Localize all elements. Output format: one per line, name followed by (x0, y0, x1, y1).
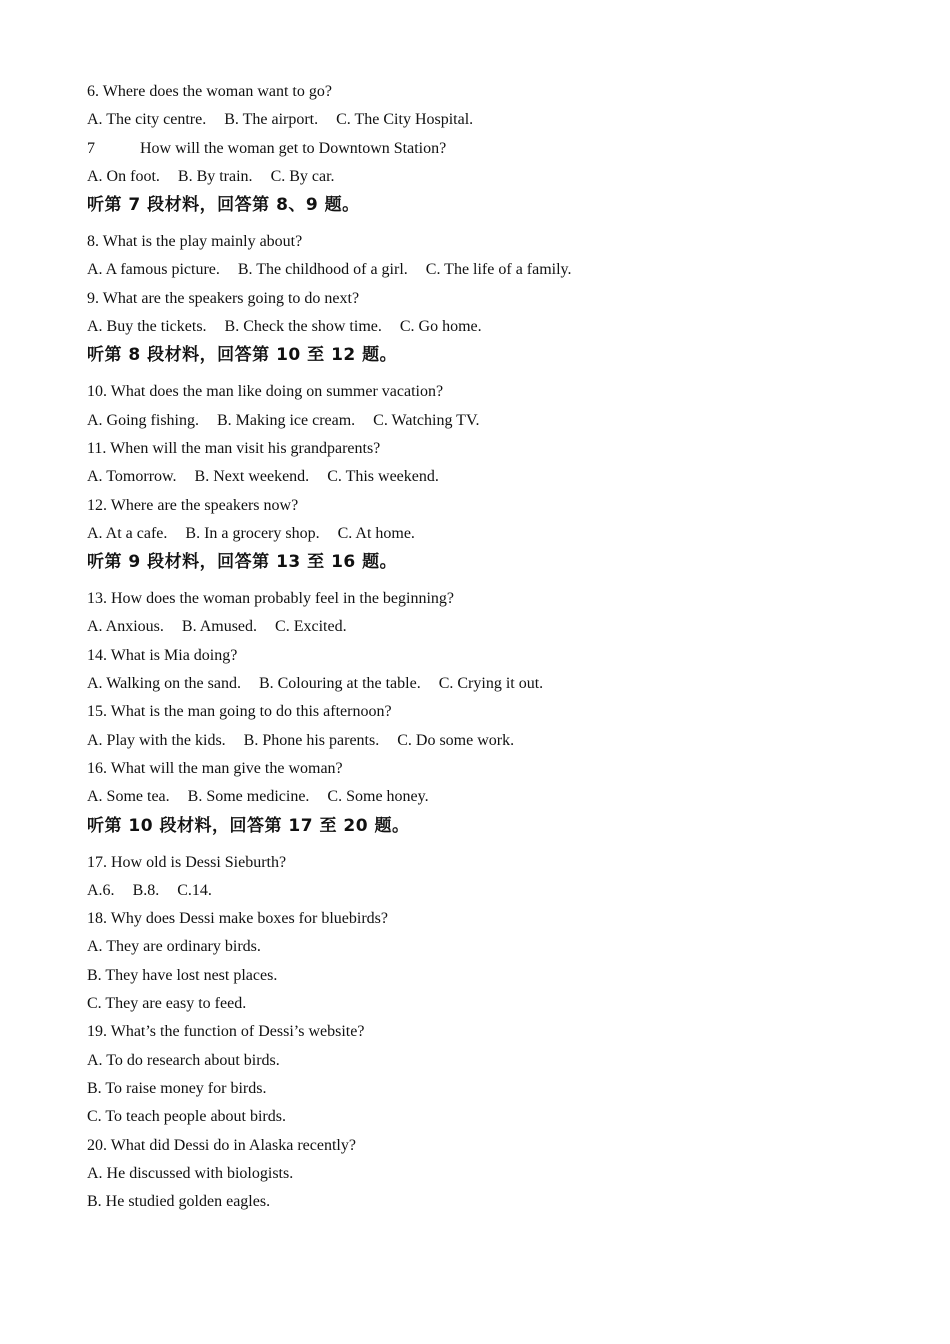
question-7-number: 7 (87, 139, 95, 157)
option-6c: C. The City Hospital. (336, 111, 474, 129)
question-20: 20. What did Dessi do in Alaska recently? (87, 1136, 356, 1154)
option-8c: C. The life of a family. (425, 261, 572, 279)
option-6b: B. The airport. (224, 111, 319, 129)
question-19: 19. What’s the function of Dessi’s website? (87, 1023, 365, 1041)
option-15b: B. Phone his parents. (243, 731, 380, 749)
exam-page (87, 78, 887, 1216)
option-11c: C. This weekend. (327, 468, 439, 486)
option-12c: C. At home. (337, 524, 415, 542)
section-heading-9: 听第 9 段材料，回答第 13 至 16 题。 (87, 552, 398, 573)
option-12b: B. In a grocery shop. (185, 524, 320, 542)
option-9a: A. Buy the tickets. (87, 318, 207, 336)
option-19a: A. To do research about birds. (87, 1051, 280, 1069)
option-6a: A. The city centre. (87, 111, 207, 129)
question-10: 10. What does the man like doing on summer vacation? (87, 383, 444, 401)
option-10c: C. Watching TV. (373, 411, 480, 429)
options-9 (87, 313, 887, 341)
option-17b: B.8. (132, 881, 160, 899)
options-11 (87, 463, 887, 491)
option-15a: A. Play with the kids. (87, 731, 226, 749)
option-16c: C. Some honey. (327, 788, 429, 806)
option-18a: A. They are ordinary birds. (87, 938, 261, 956)
question-18: 18. Why does Dessi make boxes for bluebirds? (87, 910, 388, 928)
option-8b: B. The childhood of a girl. (237, 261, 408, 279)
options-16 (87, 783, 887, 811)
option-14c: C. Crying it out. (438, 675, 544, 693)
option-13a: A. Anxious. (87, 618, 164, 636)
options-8 (87, 256, 887, 284)
section-heading-7: 听第 7 段材料，回答第 8、9 题。 (87, 195, 360, 216)
options-17 (87, 877, 887, 905)
question-7 (87, 135, 887, 163)
option-18b: B. They have lost nest places. (87, 966, 278, 984)
question-14: 14. What is Mia doing? (87, 646, 238, 664)
option-10b: B. Making ice cream. (217, 411, 356, 429)
option-17a: A.6. (87, 881, 115, 899)
option-11b: B. Next weekend. (194, 468, 310, 486)
question-11: 11. When will the man visit his grandparents? (87, 439, 381, 457)
option-7b: B. By train. (177, 167, 253, 185)
options-13 (87, 613, 887, 641)
option-7c: C. By car. (270, 167, 335, 185)
option-12a: A. At a cafe. (87, 524, 168, 542)
option-13b: B. Amused. (181, 618, 258, 636)
options-12 (87, 520, 887, 548)
options-15 (87, 727, 887, 755)
option-11a: A. Tomorrow. (87, 468, 177, 486)
option-19b: B. To raise money for birds. (87, 1079, 267, 1097)
section-heading-8: 听第 8 段材料，回答第 10 至 12 题。 (87, 345, 398, 366)
option-9b: B. Check the show time. (224, 318, 382, 336)
option-16a: A. Some tea. (87, 788, 170, 806)
option-16b: B. Some medicine. (187, 788, 310, 806)
option-7a: A. On foot. (87, 167, 160, 185)
options-7 (87, 163, 887, 191)
option-18c: C. They are easy to feed. (87, 995, 247, 1013)
option-9c: C. Go home. (399, 318, 482, 336)
options-10 (87, 407, 887, 435)
option-13c: C. Excited. (275, 618, 347, 636)
option-20b: B. He studied golden eagles. (87, 1193, 271, 1211)
options-14 (87, 670, 887, 698)
question-16: 16. What will the man give the woman? (87, 759, 343, 777)
option-17c: C.14. (177, 881, 212, 899)
option-14a: A. Walking on the sand. (87, 675, 241, 693)
question-15: 15. What is the man going to do this afternoon? (87, 703, 392, 721)
option-14b: B. Colouring at the table. (258, 675, 421, 693)
section-heading-10: 听第 10 段材料，回答第 17 至 20 题。 (87, 815, 410, 836)
question-8: 8. What is the play mainly about? (87, 233, 303, 251)
option-19c: C. To teach people about birds. (87, 1108, 286, 1126)
options-6 (87, 106, 887, 134)
question-6: 6. Where does the woman want to go? (87, 83, 332, 100)
question-12: 12. Where are the speakers now? (87, 496, 299, 514)
question-17: 17. How old is Dessi Sieburth? (87, 853, 287, 871)
option-15c: C. Do some work. (397, 731, 515, 749)
option-10a: A. Going fishing. (87, 411, 199, 429)
question-13: 13. How does the woman probably feel in the beginning? (87, 590, 455, 608)
question-9: 9. What are the speakers going to do next? (87, 289, 360, 307)
option-8a: A. A famous picture. (87, 261, 220, 279)
question-7-text: How will the woman get to Downtown Station? (140, 139, 447, 157)
option-20a: A. He discussed with biologists. (87, 1164, 294, 1182)
